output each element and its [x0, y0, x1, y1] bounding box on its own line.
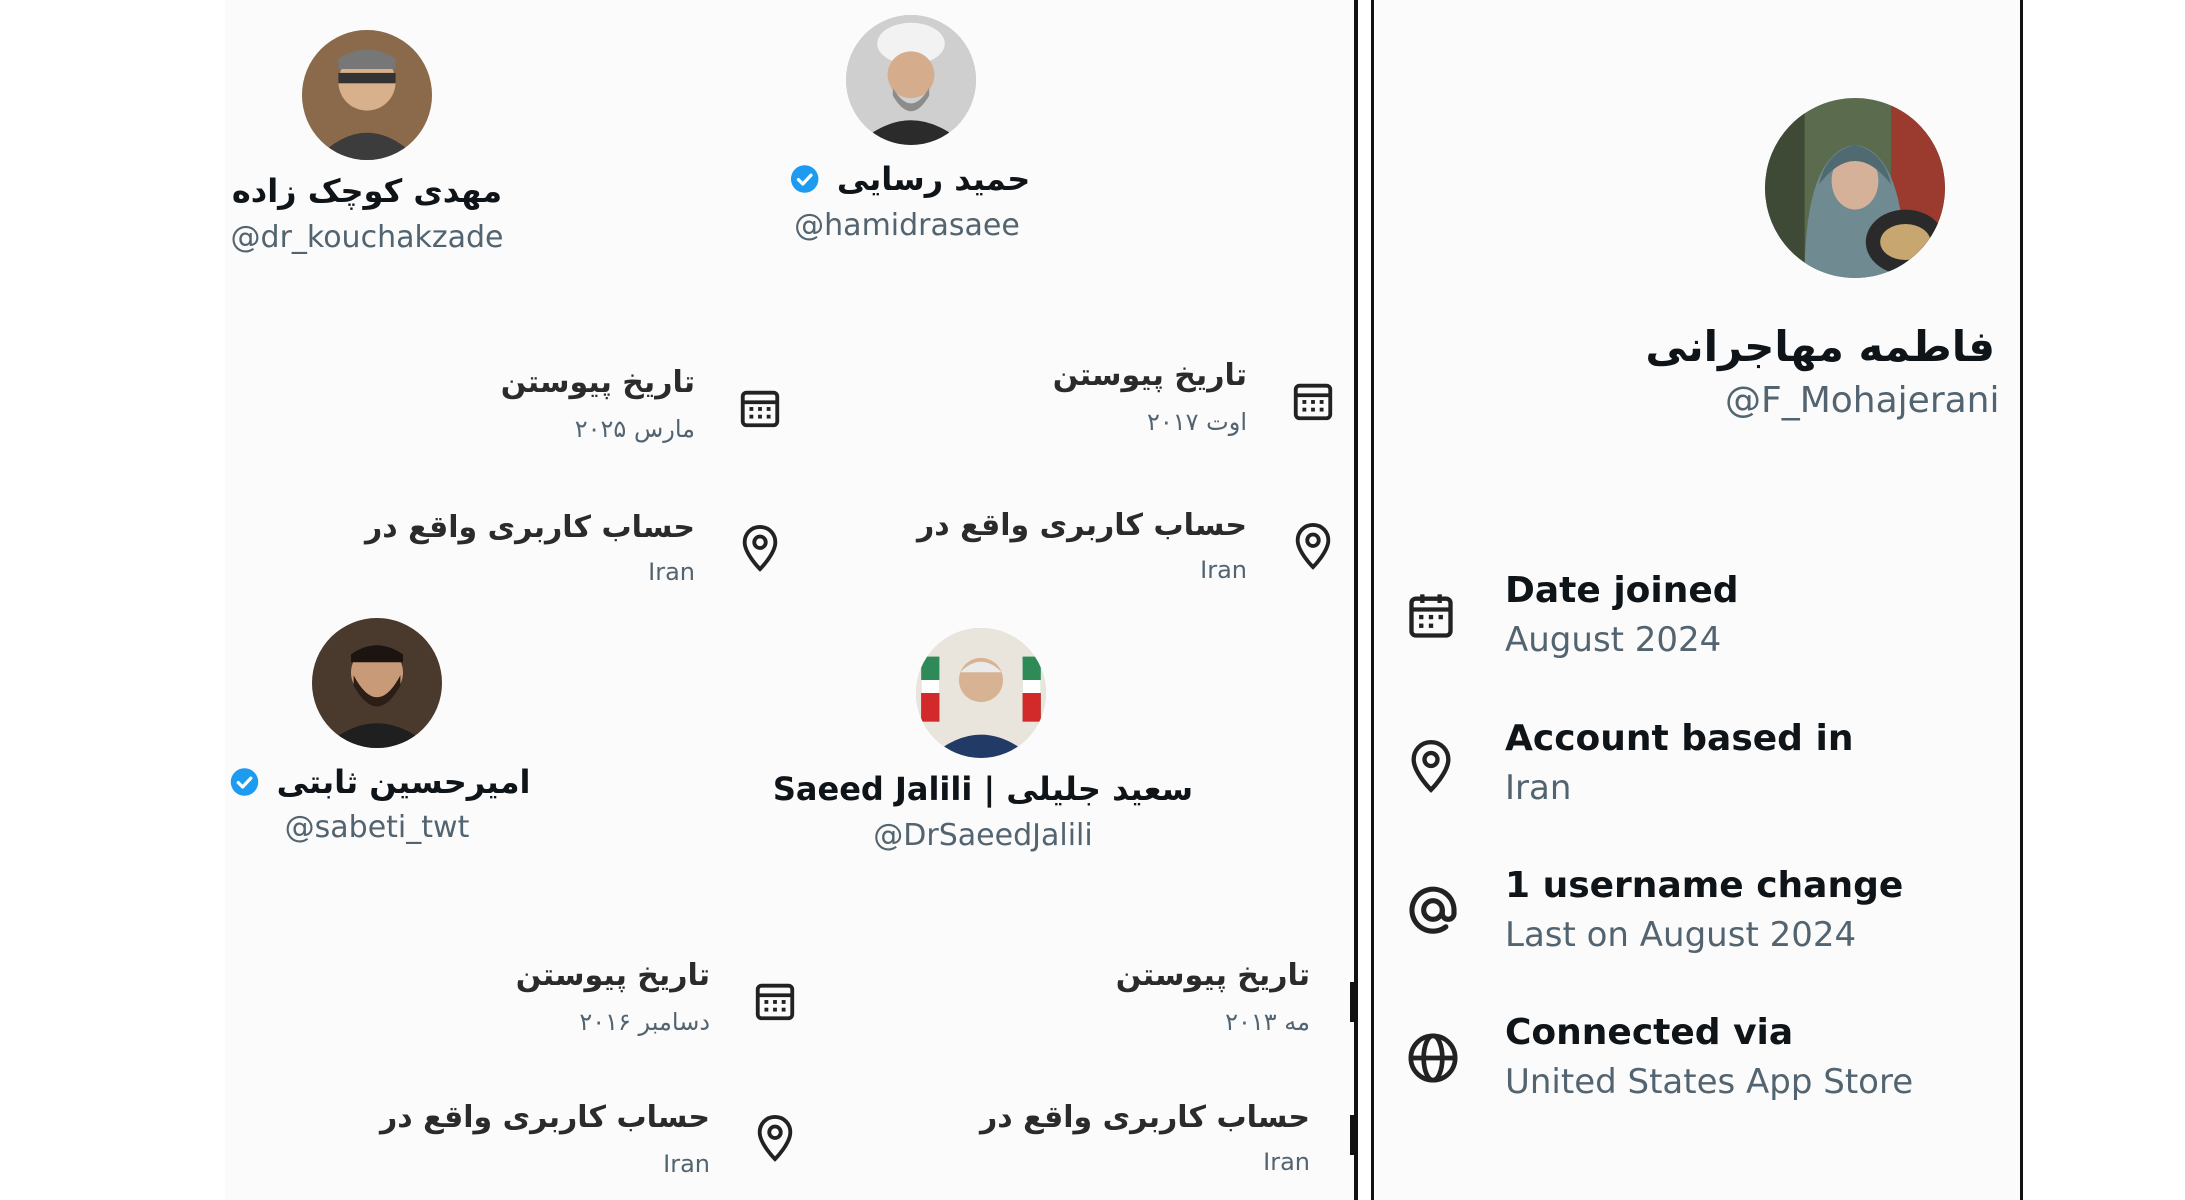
profile-handle[interactable]: @F_Mohajerani: [1725, 380, 2000, 421]
calendar-icon: [1350, 982, 1356, 1022]
date-joined-label: تاریخ پیوستن: [1052, 358, 1247, 393]
connected-via-label: Connected via: [1505, 1012, 1794, 1053]
at-sign-icon: [1405, 882, 1461, 938]
location-pin-icon: [1350, 1115, 1356, 1155]
date-joined-label: تاریخ پیوستن: [500, 365, 695, 400]
avatar[interactable]: [302, 30, 432, 160]
location-label: حساب کاربری واقع در: [379, 1100, 710, 1135]
avatar[interactable]: [846, 15, 976, 145]
location-value: Iran: [663, 1150, 710, 1178]
globe-icon: [1405, 1030, 1461, 1086]
location-value: Iran: [1200, 556, 1247, 584]
date-joined-value: مارس ۲۰۲۵: [574, 415, 695, 443]
avatar[interactable]: [916, 628, 1046, 758]
profile-handle[interactable]: @dr_kouchakzade: [230, 220, 504, 255]
location-pin-icon: [1290, 520, 1336, 572]
avatar[interactable]: [1765, 98, 1945, 278]
location-pin-icon: [737, 522, 783, 574]
account-based-value: Iran: [1505, 768, 1572, 808]
divider-right: [2020, 0, 2023, 1200]
date-joined-value: اوت ۲۰۱۷: [1146, 408, 1247, 436]
date-joined-label: تاریخ پیوستن: [1115, 958, 1310, 993]
location-label: حساب کاربری واقع در: [979, 1100, 1310, 1135]
calendar-icon: [737, 385, 783, 431]
profile-handle[interactable]: @hamidrasaee: [794, 208, 1020, 243]
profile-name[interactable]: [784, 160, 1031, 198]
profile-name-text: حمید رسایی: [836, 160, 1031, 198]
profile-handle[interactable]: @DrSaeedJalili: [873, 818, 1093, 853]
divider-middle: [1371, 0, 1374, 1200]
date-joined-value: August 2024: [1505, 620, 1722, 660]
date-joined-label: تاریخ پیوستن: [515, 958, 710, 993]
avatar[interactable]: [312, 618, 442, 748]
location-pin-icon: [752, 1112, 798, 1164]
date-joined-value: دسامبر ۲۰۱۶: [579, 1008, 710, 1036]
location-pin-icon: [1405, 737, 1457, 795]
connected-via-value: United States App Store: [1505, 1062, 1914, 1102]
profile-name[interactable]: Saeed Jalili | سعید جلیلی: [772, 770, 1194, 808]
calendar-icon: [752, 978, 798, 1024]
location-value: Iran: [648, 558, 695, 586]
location-value: Iran: [1263, 1148, 1310, 1176]
date-joined-value: مه ۲۰۱۳: [1225, 1008, 1310, 1036]
profile-name[interactable]: [224, 763, 531, 801]
username-change-label: 1 username change: [1505, 865, 1904, 906]
profile-handle[interactable]: @sabeti_twt: [284, 810, 470, 845]
profile-name[interactable]: فاطمه مهاجرانی: [1645, 322, 1995, 371]
profile-name-text: امیرحسین ثابتی: [276, 763, 531, 801]
verified-badge-icon: [224, 763, 277, 801]
location-label: حساب کاربری واقع در: [916, 508, 1247, 543]
username-change-value: Last on August 2024: [1505, 915, 1857, 955]
calendar-icon: [1290, 378, 1336, 424]
verified-badge-icon: [784, 160, 837, 198]
profile-name[interactable]: مهدی کوچک زاده: [231, 172, 503, 210]
date-joined-label: Date joined: [1505, 570, 1739, 611]
calendar-icon: [1405, 590, 1457, 642]
location-label: حساب کاربری واقع در: [364, 510, 695, 545]
account-based-label: Account based in: [1505, 718, 1854, 759]
